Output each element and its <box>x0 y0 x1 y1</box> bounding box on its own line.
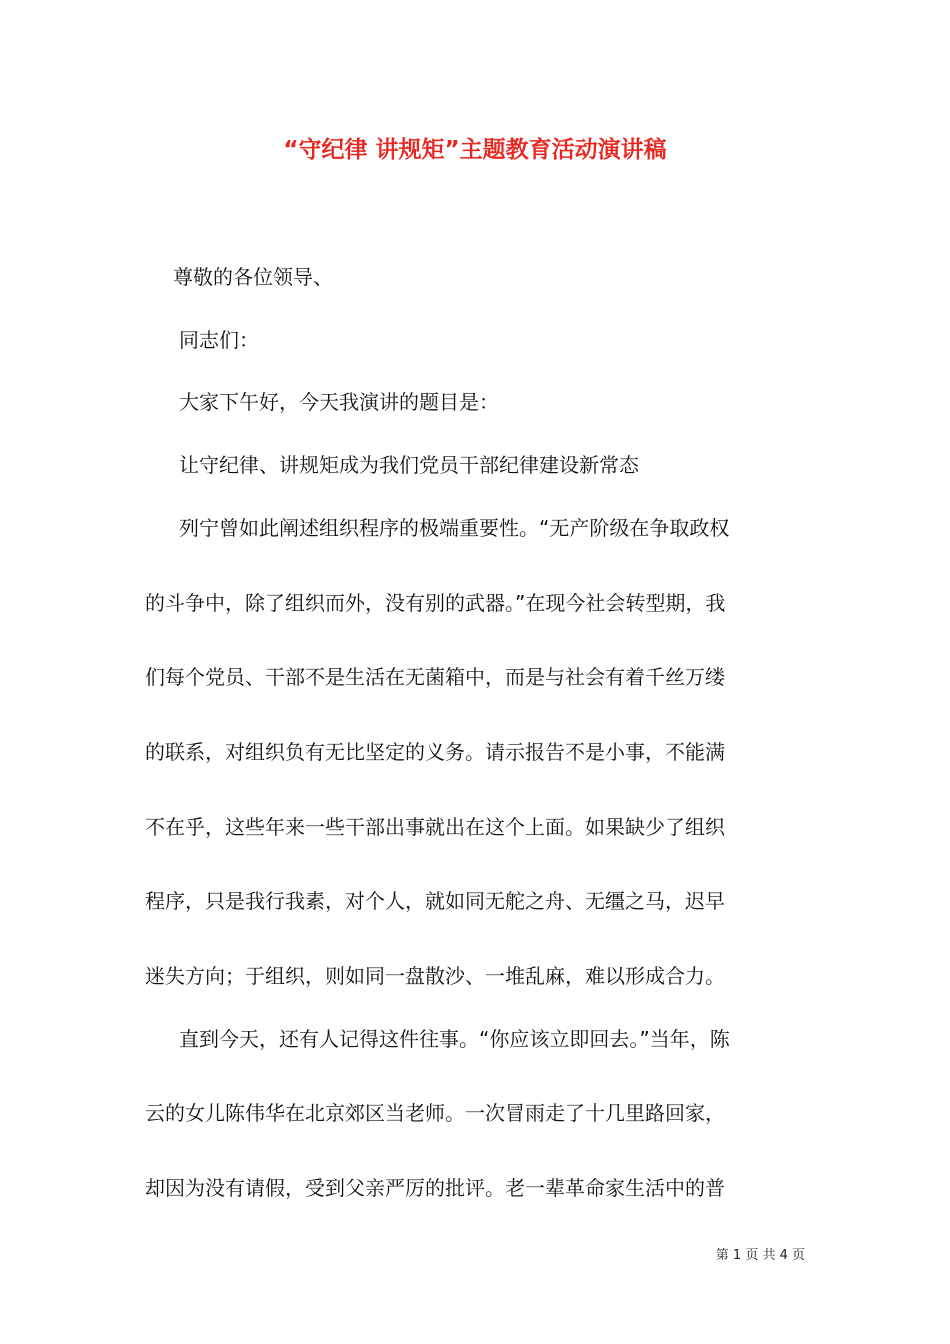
paragraph-line: 列宁曾如此阐述组织程序的极端重要性。“无产阶级在争取政权 <box>179 516 730 540</box>
paragraph-line: 的联系，对组织负有无比坚定的义务。请示报告不是小事，不能满 <box>145 740 725 764</box>
intro-line: 大家下午好，今天我演讲的题目是： <box>179 390 499 414</box>
paragraph-line: 们每个党员、干部不是生活在无菌箱中，而是与社会有着千丝万缕 <box>145 665 725 689</box>
paragraph-line: 直到今天，还有人记得这件往事。“你应该立即回去。”当年，陈 <box>179 1027 730 1051</box>
greeting-line: 尊敬的各位领导、 <box>173 265 333 289</box>
topic-line: 让守纪律、讲规矩成为我们党员干部纪律建设新常态 <box>179 453 639 477</box>
paragraph-line: 迷失方向；于组织，则如同一盘散沙、一堆乱麻，难以形成合力。 <box>145 964 725 988</box>
paragraph-line: 云的女儿陈伟华在北京郊区当老师。一次冒雨走了十几里路回家， <box>145 1101 725 1125</box>
paragraph-line: 的斗争中，除了组织而外，没有别的武器。”在现今社会转型期，我 <box>145 591 726 615</box>
page-number: 第 1 页 共 4 页 <box>715 1248 805 1263</box>
greeting-line: 同志们： <box>179 328 259 352</box>
paragraph-line: 程序，只是我行我素，对个人，就如同无舵之舟、无缰之马，迟早 <box>145 889 725 913</box>
paragraph-line: 不在乎，这些年来一些干部出事就出在这个上面。如果缺少了组织 <box>145 815 725 839</box>
paragraph-line: 却因为没有请假，受到父亲严厉的批评。老一辈革命家生活中的普 <box>145 1176 725 1200</box>
document-title: “守纪律 讲规矩”主题教育活动演讲稿 <box>283 137 667 163</box>
